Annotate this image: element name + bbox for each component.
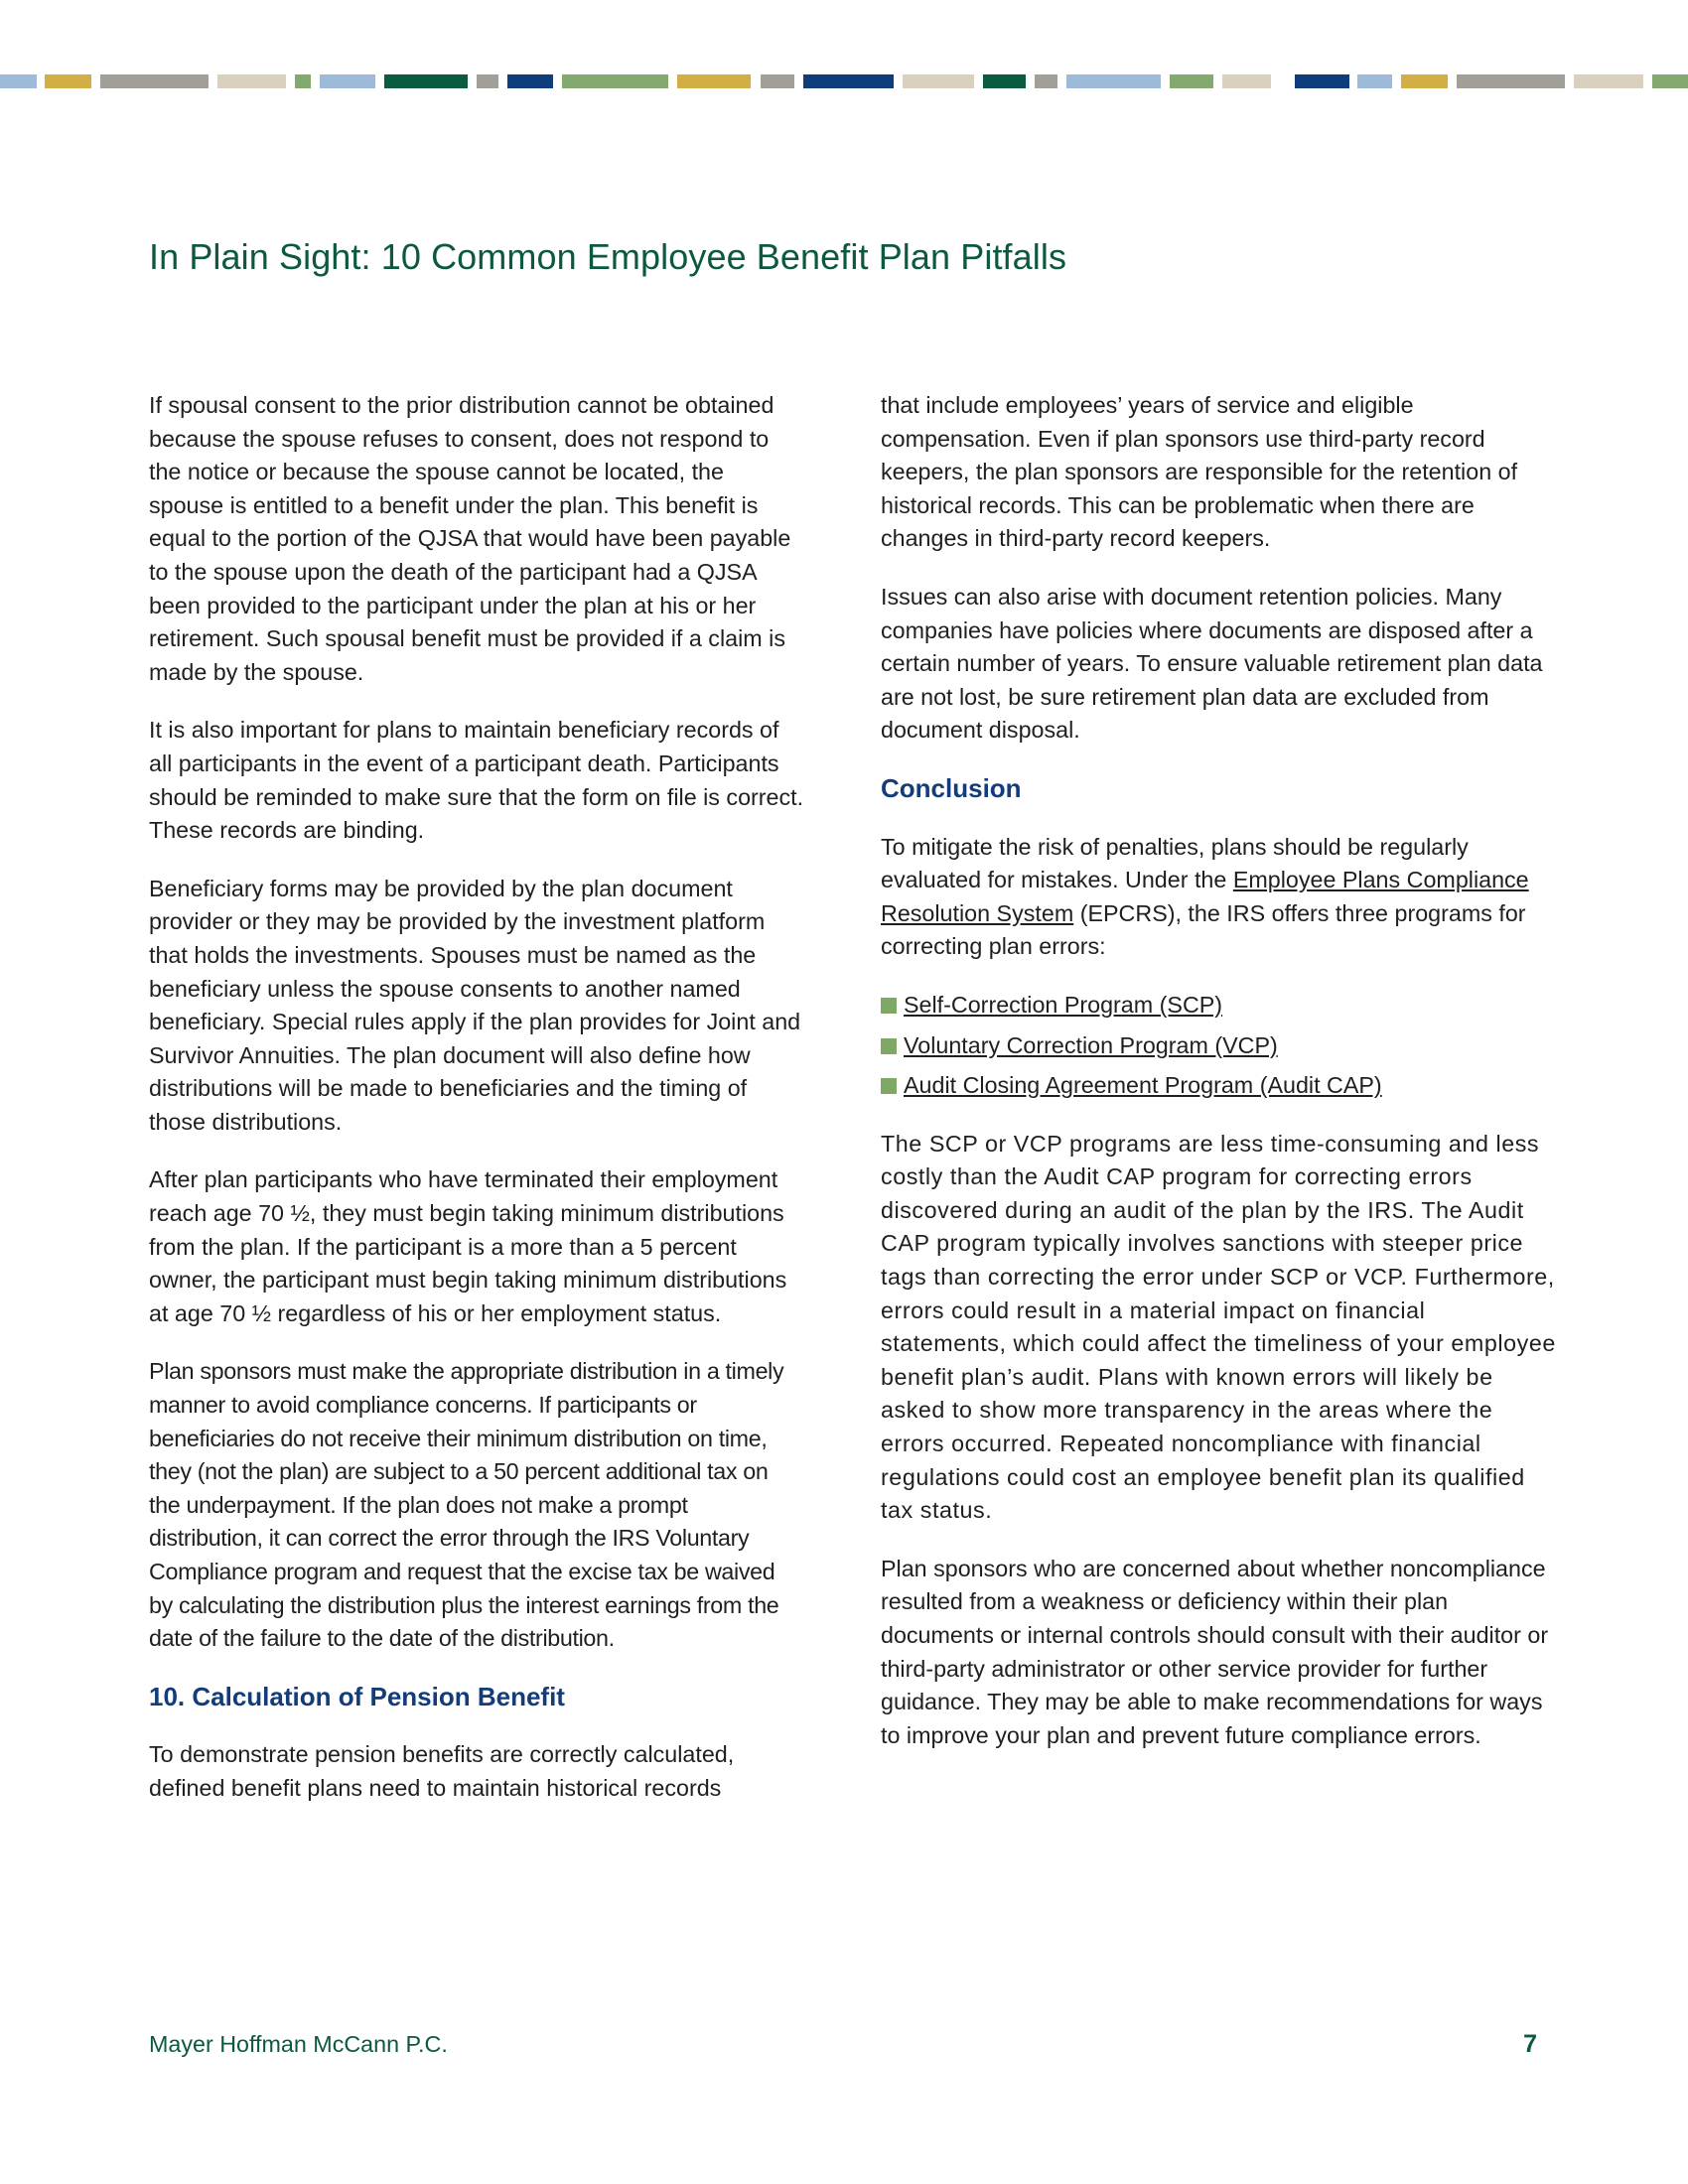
paragraph: It is also important for plans to maintain beneficiary records of all participants in the event of a participant death. Participants should be reminded to make sure that the form on file is correct. These records are binding. xyxy=(149,717,804,844)
stripe-segment xyxy=(0,74,37,88)
page-number: 7 xyxy=(1523,2030,1537,2058)
page-title: In Plain Sight: 10 Common Employee Benefit Plan Pitfalls xyxy=(149,236,1067,277)
paragraph: Beneficiary forms may be provided by the plan document provider or they may be provided by the investment platform that holds the investments. Spouses must be named as the beneficiary unless the spouse consents to another named beneficiary. Special rules apply if the plan provides for Joint and Survivor Annuities. The plan document will also define how distributions will be made to beneficiaries and the timing of those distributions. xyxy=(149,875,801,1135)
epcrs-link[interactable]: Employee Plans Compliance Resolution System xyxy=(881,867,1529,926)
paragraph: The SCP or VCP programs are less time-consuming and less costly than the Audit CAP program for correcting errors discovered during an audit of the plan by the IRS. The Audit CAP program typically involves sanctions with steeper price tags than correcting the error under SCP or VCP. Furthermore, errors could result in a material impact on financial statements, which could affect the timeliness of your employee benefit plan’s audit. Plans with known errors will likely be asked to show more transparency in the areas where the errors occurred. Repeated noncompliance with financial regulations could cost an employee benefit plan its qualified tax status. xyxy=(881,1130,1556,1524)
stripe-segment xyxy=(677,74,751,88)
paragraph: If spousal consent to the prior distribution cannot be obtained because the spouse refuses to consent, does not respond to the notice or because the spouse cannot be located, the spouse is entitled to a benefit under the plan. This benefit is equal to the portion of the QJSA that would have been payable to the spouse upon the death of the participant had a QJSA been provided to the participant under the plan at his or her retirement. Such spousal benefit must be provided if a claim is made by the spouse. xyxy=(149,392,791,685)
stripe-segment xyxy=(384,74,468,88)
stripe-segment xyxy=(983,74,1026,88)
stripe-segment xyxy=(477,74,498,88)
audit-cap-link[interactable]: Audit Closing Agreement Program (Audit CAP) xyxy=(904,1072,1382,1099)
header-color-stripe xyxy=(0,74,1688,88)
stripe-segment xyxy=(45,74,91,88)
stripe-segment xyxy=(1066,74,1161,88)
paragraph-text: (EPCRS), the IRS offers three programs for correcting plan errors: xyxy=(881,899,1526,960)
stripe-segment xyxy=(1295,74,1349,88)
vcp-link[interactable]: Voluntary Correction Program (VCP) xyxy=(904,1031,1278,1058)
stripe-segment xyxy=(507,74,553,88)
footer-company-name: Mayer Hoffman McCann P.C. xyxy=(149,2031,448,2057)
paragraph: that include employees’ years of service and eligible compensation. Even if plan sponsors use third-party record keepers, the plan sponsors are responsible for the retention of historical records. This can be problematic when there are changes in third-party record keepers. xyxy=(881,392,1518,552)
stripe-segment xyxy=(1574,74,1643,88)
scp-link[interactable]: Self-Correction Program (SCP) xyxy=(904,991,1223,1018)
bullet-square-icon xyxy=(881,998,897,1014)
stripe-segment xyxy=(295,74,311,88)
stripe-segment xyxy=(1170,74,1213,88)
stripe-segment xyxy=(1401,74,1448,88)
paragraph-text: To mitigate the risk of penalties, plans should be regularly evaluated for mistakes. Under the xyxy=(881,833,1469,893)
paragraph: Plan sponsors who are concerned about whether noncompliance resulted from a weakness or deficiency within their plan documents or internal controls should consult with their auditor or third-party administrator or other service provider for further guidance. They may be able to make recommendations for ways to improve your plan and prevent future compliance errors. xyxy=(881,1555,1549,1748)
stripe-segment xyxy=(320,74,375,88)
stripe-segment xyxy=(1035,74,1057,88)
stripe-segment xyxy=(562,74,668,88)
bullet-square-icon xyxy=(881,1038,897,1054)
paragraph: Plan sponsors must make the appropriate distribution in a timely manner to avoid compliance concerns. If participants or beneficiaries do not receive their minimum distribution on time, they (not the plan) are subject to a 50 percent additional tax on the underpayment. If the plan does not make a prompt distribution, it can correct the error through the IRS Voluntary Compliance program and request that the excise tax be waived by calculating the distribution plus the interest earnings from the date of the failure to the date of the distribution. xyxy=(149,1358,784,1652)
list-item xyxy=(881,1069,1556,1103)
left-column xyxy=(149,389,804,1831)
stripe-segment xyxy=(1222,74,1271,88)
list-item xyxy=(881,1029,1556,1063)
paragraph: After plan participants who have terminated their employment reach age 70 ½, they must begin taking minimum distributions from the plan. If the participant is a more than a 5 percent owner, the participant must begin taking minimum distributions at age 70 ½ regardless of his or her employment status. xyxy=(149,1166,787,1326)
stripe-segment xyxy=(1652,74,1688,88)
stripe-segment xyxy=(903,74,974,88)
paragraph xyxy=(881,831,1556,964)
stripe-segment xyxy=(761,74,794,88)
section-heading-conclusion: Conclusion xyxy=(881,772,1022,803)
stripe-segment xyxy=(217,74,286,88)
stripe-segment xyxy=(1457,74,1565,88)
list-item xyxy=(881,989,1556,1023)
stripe-segment xyxy=(100,74,209,88)
bullet-square-icon xyxy=(881,1078,897,1094)
paragraph: To demonstrate pension benefits are correctly calculated, defined benefit plans need to maintain historical records xyxy=(149,1741,735,1801)
stripe-segment xyxy=(1357,74,1392,88)
section-heading-calculation-of-pension-benefit: 10. Calculation of Pension Benefit xyxy=(149,1681,565,1711)
paragraph: Issues can also arise with document retention policies. Many companies have policies where documents are disposed after a certain number of years. To ensure valuable retirement plan data are not lost, be sure retirement plan data are excluded from document disposal. xyxy=(881,583,1543,744)
stripe-segment xyxy=(803,74,894,88)
right-column xyxy=(881,389,1556,1777)
programs-list xyxy=(881,989,1556,1103)
